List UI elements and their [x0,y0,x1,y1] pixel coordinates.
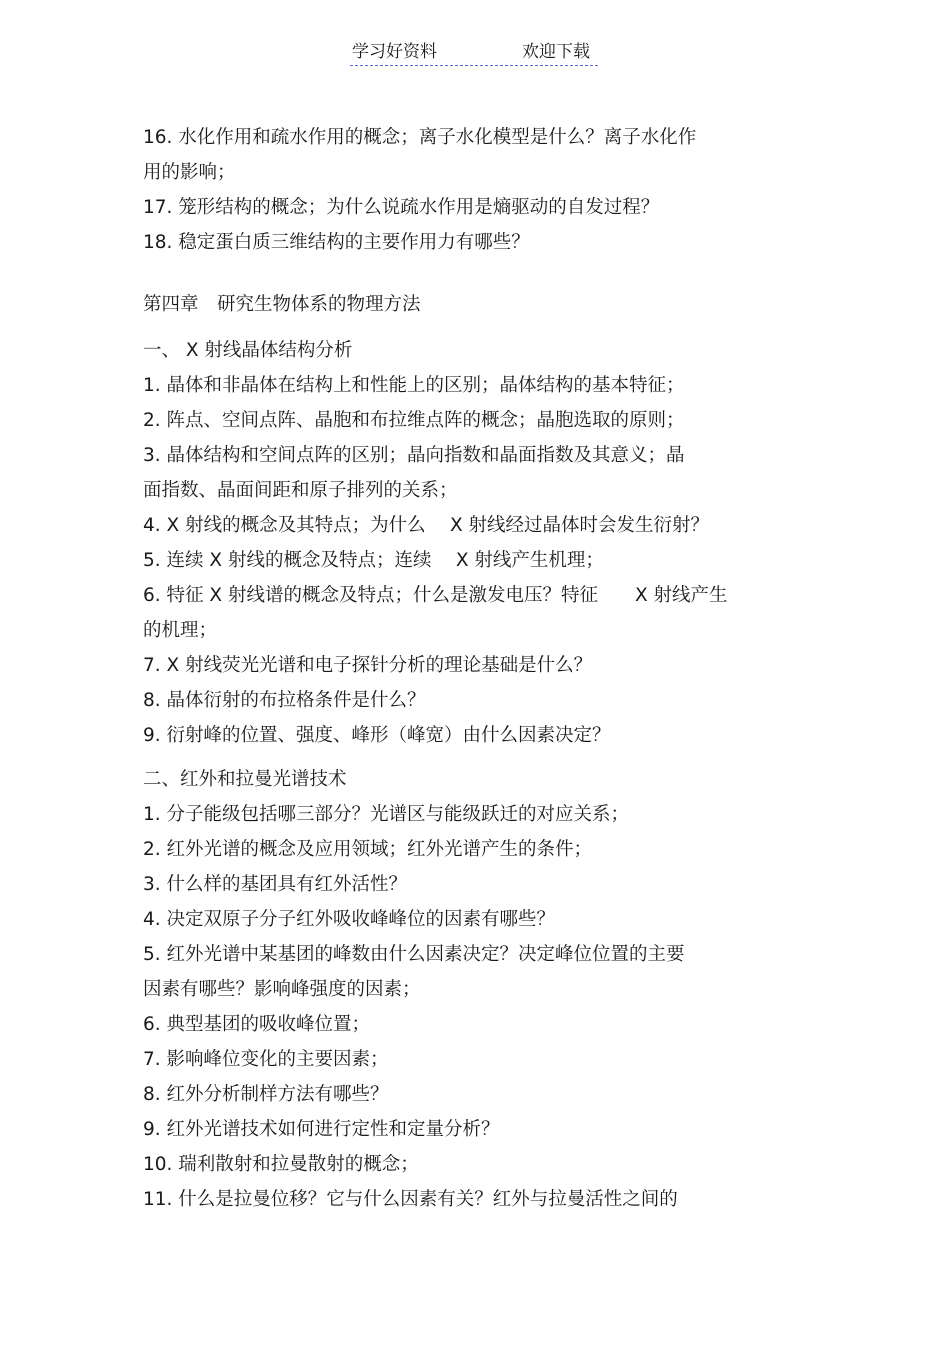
question-16-line-2: 用的影响； [143,162,236,183]
section-2-item-8: 8. 红外分析制样方法有哪些？ [143,1084,389,1105]
question-17: 17. 笼形结构的概念；为什么说疏水作用是熵驱动的自发过程？ [143,197,660,218]
section-1-item-1: 1. 晶体和非晶体在结构上和性能上的区别；晶体结构的基本特征； [143,375,685,396]
section-1-item-6-line-2: 的机理； [143,620,218,641]
page-header [350,40,598,66]
question-18: 18. 稳定蛋白质三维结构的主要作用力有哪些？ [143,232,530,253]
section-2-heading: 二、红外和拉曼光谱技术 [143,769,347,790]
section-2-item-5-line-1: 5. 红外光谱中某基团的峰数由什么因素决定？决定峰位位置的主要 [143,944,685,965]
section-1-item-3-line-2: 面指数、晶面间距和原子排列的关系； [143,480,458,501]
section-1-item-7: 7. X 射线荧光光谱和电子探针分析的理论基础是什么？ [143,655,593,676]
section-1-item-8: 8. 晶体衍射的布拉格条件是什么？ [143,690,426,711]
section-2-item-1: 1. 分子能级包括哪三部分？光谱区与能级跃迁的对应关系； [143,804,630,825]
section-1-item-9: 9. 衍射峰的位置、强度、峰形（峰宽）由什么因素决定？ [143,725,611,746]
section-2-item-3: 3. 什么样的基团具有红外活性？ [143,874,408,895]
section-2-item-9: 9. 红外光谱技术如何进行定性和定量分析？ [143,1119,500,1140]
section-2-item-5-line-2: 因素有哪些？影响峰强度的因素； [143,979,421,1000]
section-2-item-10: 10. 瑞利散射和拉曼散射的概念； [143,1154,419,1175]
header-right-text: 欢迎下载 [522,42,590,62]
section-2-item-7: 7. 影响峰位变化的主要因素； [143,1049,389,1070]
section-1-item-6-line-1: 6. 特征 X 射线谱的概念及特点；什么是激发电压？特征 X 射线产生 [143,585,728,606]
document-body [143,120,813,1217]
section-1-item-5: 5. 连续 X 射线的概念及特点；连续 X 射线产生机理； [143,550,604,571]
section-1-heading: 一、 X 射线晶体结构分析 [143,340,353,361]
section-2-item-2: 2. 红外光谱的概念及应用领域；红外光谱产生的条件； [143,839,593,860]
section-2-item-6: 6. 典型基团的吸收峰位置； [143,1014,371,1035]
question-16-line-1: 16. 水化作用和疏水作用的概念；离子水化模型是什么？离子水化作 [143,127,697,148]
chapter-4-title: 第四章 研究生物体系的物理方法 [143,294,421,315]
section-2-item-11: 11. 什么是拉曼位移？它与什么因素有关？红外与拉曼活性之间的 [143,1189,678,1210]
section-1-item-2: 2. 阵点、空间点阵、晶胞和布拉维点阵的概念；晶胞选取的原则； [143,410,685,431]
section-2-item-4: 4. 决定双原子分子红外吸收峰峰位的因素有哪些？ [143,909,556,930]
section-1-item-3-line-1: 3. 晶体结构和空间点阵的区别；晶向指数和晶面指数及其意义；晶 [143,445,685,466]
section-1-item-4: 4. X 射线的概念及其特点；为什么 X 射线经过晶体时会发生衍射？ [143,515,710,536]
header-left-text: 学习好资料 [352,42,437,62]
